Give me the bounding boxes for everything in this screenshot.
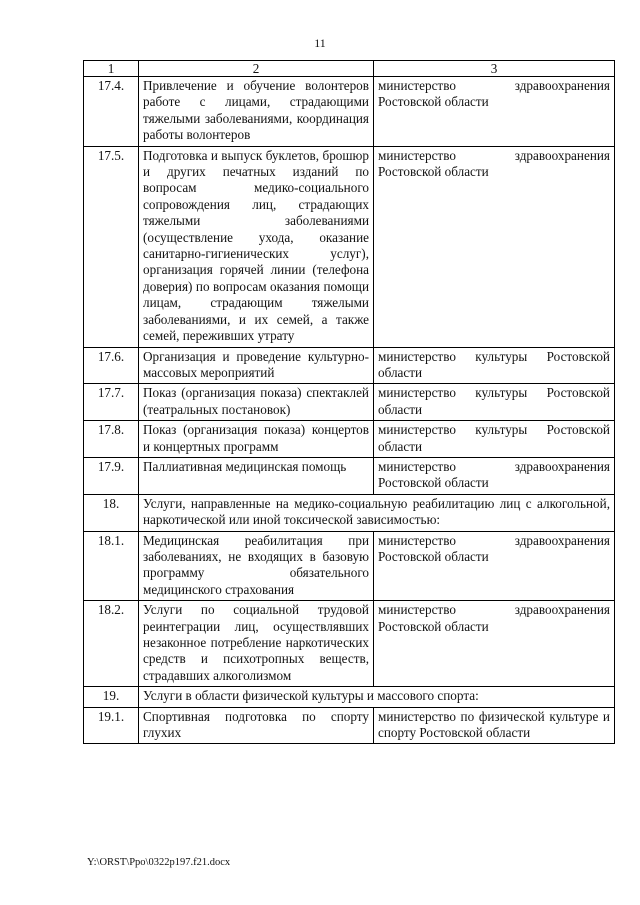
table-row [84, 77, 615, 147]
page-number: 11 [314, 36, 326, 50]
responsible-body: министерство здравоохранения Ростовской области [374, 531, 615, 601]
header-col-3: 3 [374, 61, 615, 77]
section-row [84, 687, 615, 707]
table-row [84, 601, 615, 687]
row-number: 17.9. [84, 457, 139, 494]
service-description: Подготовка и выпуск буклетов, брошюр и других печатных изданий по вопросам медико-социального сопровождения лиц, страдающих тяжелыми заболеваниями (осуществление ухода, оказание санитарно-гигиенических услуг), организация горячей линии (телефона доверия) по вопросам оказания помощи лицам, страдающим тяжелыми заболеваниями, и их семей, а также семей, переживших утрату [139, 146, 374, 347]
service-description: Организация и проведение культурно-массовых мероприятий [139, 347, 374, 384]
responsible-body: министерство здравоохранения Ростовской области [374, 457, 615, 494]
section-number: 18. [84, 494, 139, 531]
responsible-body: министерство культуры Ростовской области [374, 421, 615, 458]
responsible-body: министерство культуры Ростовской области [374, 347, 615, 384]
responsible-body: министерство здравоохранения Ростовской области [374, 601, 615, 687]
table-row [84, 531, 615, 601]
responsible-body: министерство по физической культуре и спорту Ростовской области [374, 707, 615, 744]
table-row [84, 421, 615, 458]
row-number: 18.2. [84, 601, 139, 687]
responsible-body: министерство здравоохранения Ростовской области [374, 77, 615, 147]
responsible-body: министерство культуры Ростовской области [374, 384, 615, 421]
row-number: 17.8. [84, 421, 139, 458]
service-description: Медицинская реабилитация при заболеваниях, не входящих в базовую программу обязательного медицинского страхования [139, 531, 374, 601]
table-row [84, 347, 615, 384]
table-row [84, 146, 615, 347]
row-number: 17.7. [84, 384, 139, 421]
section-row [84, 494, 615, 531]
service-description: Услуги по социальной трудовой реинтеграции лиц, осуществлявших незаконное потребление наркотических средств и психотропных веществ, страдавших алкоголизмом [139, 601, 374, 687]
service-description: Показ (организация показа) спектаклей (театральных постановок) [139, 384, 374, 421]
section-title: Услуги в области физической культуры и массового спорта: [139, 687, 615, 707]
row-number: 17.5. [84, 146, 139, 347]
services-table [83, 60, 615, 744]
row-number: 17.4. [84, 77, 139, 147]
table-row [84, 384, 615, 421]
service-description: Показ (организация показа) концертов и концертных программ [139, 421, 374, 458]
section-number: 19. [84, 687, 139, 707]
table-header-row [84, 61, 615, 77]
service-description: Паллиативная медицинская помощь [139, 457, 374, 494]
row-number: 17.6. [84, 347, 139, 384]
header-col-1: 1 [84, 61, 139, 77]
service-description: Спортивная подготовка по спорту глухих [139, 707, 374, 744]
header-col-2: 2 [139, 61, 374, 77]
section-title: Услуги, направленные на медико-социальную реабилитацию лиц с алкогольной, наркотической или иной токсической зависимостью: [139, 494, 615, 531]
service-description: Привлечение и обучение волонтеров работе с лицами, страдающими тяжелыми заболеваниями, координация работы волонтеров [139, 77, 374, 147]
row-number: 19.1. [84, 707, 139, 744]
row-number: 18.1. [84, 531, 139, 601]
table-row [84, 457, 615, 494]
responsible-body: министерство здравоохранения Ростовской области [374, 146, 615, 347]
file-path-footer: Y:\ORST\Ppo\0322p197.f21.docx [87, 857, 231, 868]
table-row [84, 707, 615, 744]
